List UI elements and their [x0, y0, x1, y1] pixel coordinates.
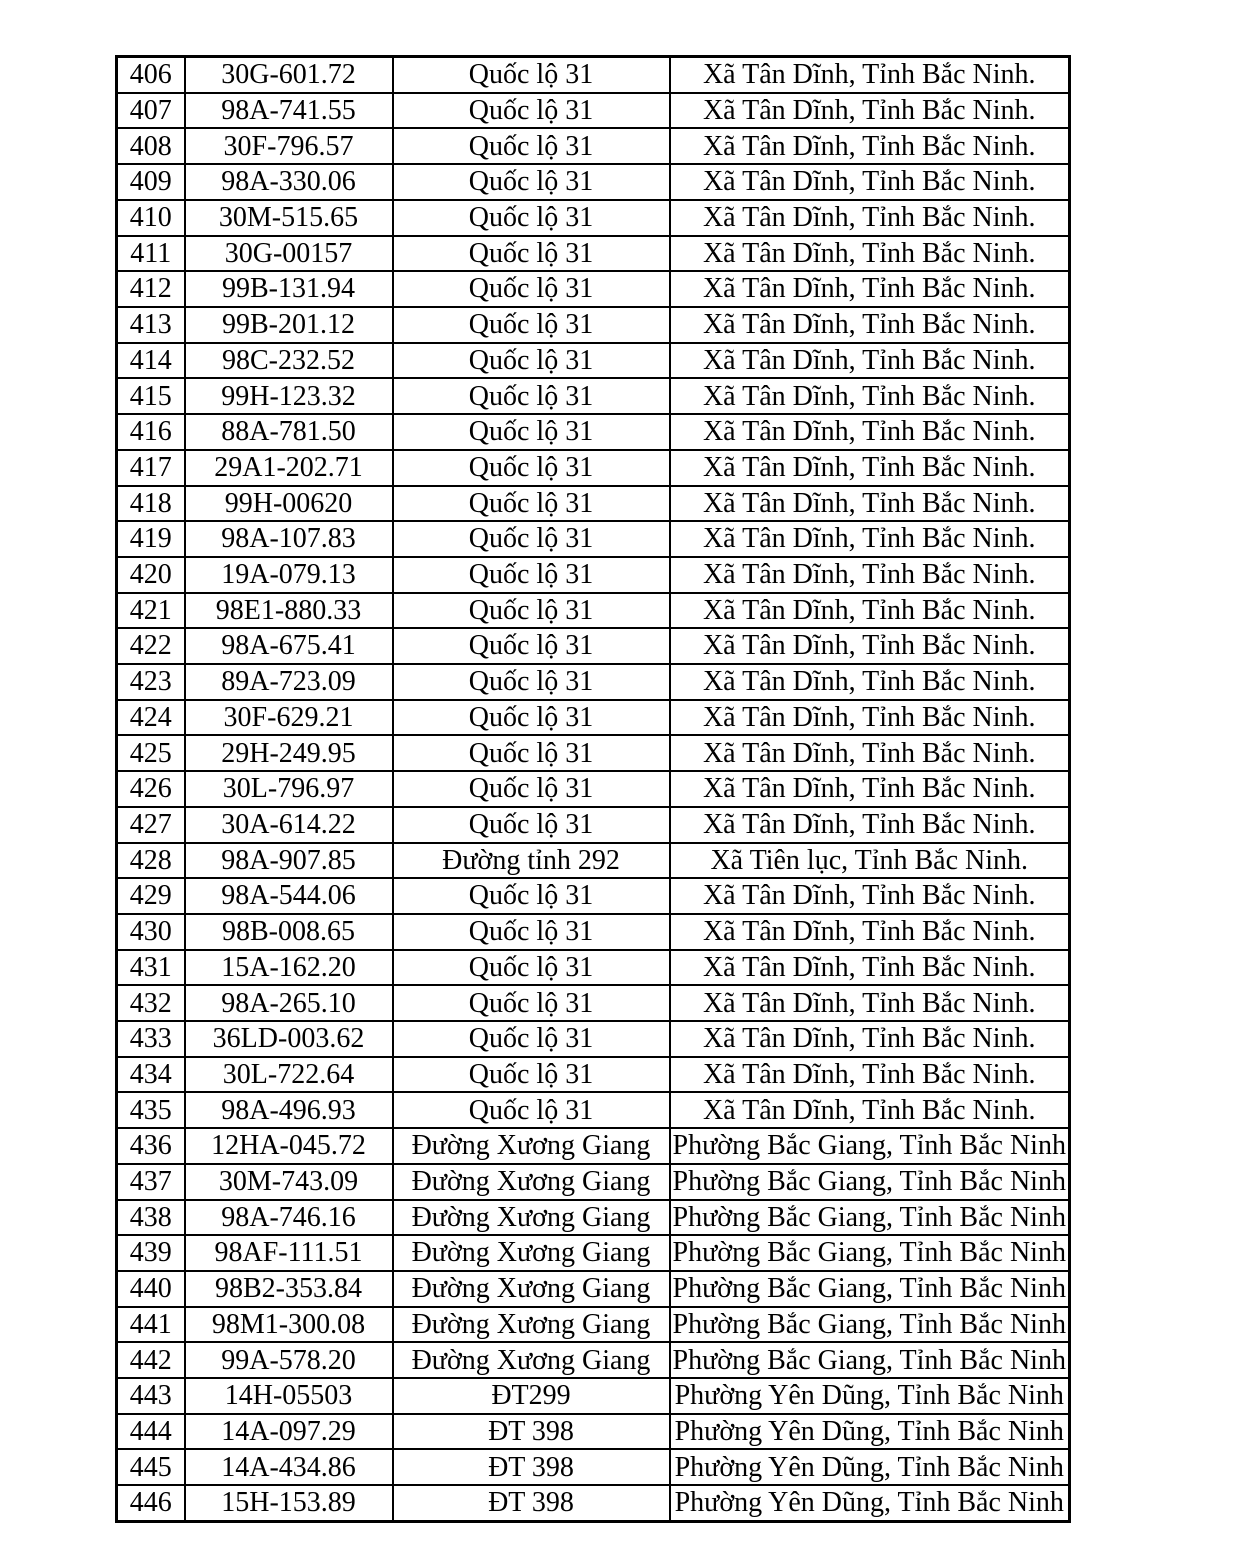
cell-location: Phường Bắc Giang, Tỉnh Bắc Ninh: [670, 1128, 1070, 1164]
table-row: [117, 1057, 1070, 1093]
cell-row-number: 408: [117, 128, 185, 164]
cell-location: Xã Tân Dĩnh, Tỉnh Bắc Ninh.: [670, 1057, 1070, 1093]
cell-road-name: Quốc lộ 31: [393, 128, 670, 164]
cell-road-name: Quốc lộ 31: [393, 1057, 670, 1093]
cell-location: Xã Tân Dĩnh, Tỉnh Bắc Ninh.: [670, 236, 1070, 272]
cell-license-plate: 30A-614.22: [185, 807, 393, 843]
cell-license-plate: 98A-675.41: [185, 628, 393, 664]
cell-license-plate: 30F-629.21: [185, 700, 393, 736]
cell-road-name: Quốc lộ 31: [393, 950, 670, 986]
table-row: [117, 307, 1070, 343]
cell-row-number: 431: [117, 950, 185, 986]
cell-location: Xã Tân Dĩnh, Tỉnh Bắc Ninh.: [670, 414, 1070, 450]
cell-row-number: 411: [117, 236, 185, 272]
cell-row-number: 444: [117, 1414, 185, 1450]
table-row: [117, 843, 1070, 879]
cell-license-plate: 99H-00620: [185, 486, 393, 522]
table-row: [117, 735, 1070, 771]
cell-row-number: 409: [117, 164, 185, 200]
cell-road-name: Quốc lộ 31: [393, 521, 670, 557]
cell-row-number: 430: [117, 914, 185, 950]
cell-road-name: Quốc lộ 31: [393, 914, 670, 950]
table-row: [117, 807, 1070, 843]
cell-license-plate: 36LD-003.62: [185, 1021, 393, 1057]
cell-license-plate: 99B-131.94: [185, 271, 393, 307]
cell-location: Xã Tân Dĩnh, Tỉnh Bắc Ninh.: [670, 343, 1070, 379]
cell-row-number: 435: [117, 1092, 185, 1128]
cell-location: Phường Bắc Giang, Tỉnh Bắc Ninh: [670, 1271, 1070, 1307]
cell-license-plate: 30G-00157: [185, 236, 393, 272]
cell-location: Phường Yên Dũng, Tỉnh Bắc Ninh: [670, 1378, 1070, 1414]
cell-row-number: 440: [117, 1271, 185, 1307]
cell-location: Xã Tân Dĩnh, Tỉnh Bắc Ninh.: [670, 128, 1070, 164]
table-row: [117, 1449, 1070, 1485]
cell-row-number: 410: [117, 200, 185, 236]
table-row: [117, 343, 1070, 379]
cell-road-name: Quốc lộ 31: [393, 236, 670, 272]
cell-road-name: ĐT 398: [393, 1449, 670, 1485]
cell-row-number: 436: [117, 1128, 185, 1164]
table-row: [117, 1485, 1070, 1521]
cell-license-plate: 99H-123.32: [185, 378, 393, 414]
cell-license-plate: 98A-544.06: [185, 878, 393, 914]
cell-road-name: Đường Xương Giang: [393, 1307, 670, 1343]
cell-license-plate: 30L-796.97: [185, 771, 393, 807]
table-row: [117, 378, 1070, 414]
cell-row-number: 445: [117, 1449, 185, 1485]
cell-license-plate: 14A-097.29: [185, 1414, 393, 1450]
cell-row-number: 432: [117, 985, 185, 1021]
cell-license-plate: 30L-722.64: [185, 1057, 393, 1093]
cell-license-plate: 98A-330.06: [185, 164, 393, 200]
cell-road-name: Quốc lộ 31: [393, 93, 670, 129]
cell-row-number: 442: [117, 1342, 185, 1378]
cell-road-name: Đường Xương Giang: [393, 1235, 670, 1271]
cell-license-plate: 98A-746.16: [185, 1200, 393, 1236]
cell-license-plate: 98AF-111.51: [185, 1235, 393, 1271]
cell-road-name: Quốc lộ 31: [393, 450, 670, 486]
cell-row-number: 413: [117, 307, 185, 343]
cell-row-number: 418: [117, 486, 185, 522]
cell-row-number: 437: [117, 1164, 185, 1200]
cell-license-plate: 98A-496.93: [185, 1092, 393, 1128]
table-row: [117, 164, 1070, 200]
cell-license-plate: 98A-107.83: [185, 521, 393, 557]
cell-location: Xã Tân Dĩnh, Tỉnh Bắc Ninh.: [670, 985, 1070, 1021]
cell-license-plate: 30M-515.65: [185, 200, 393, 236]
cell-license-plate: 98C-232.52: [185, 343, 393, 379]
cell-location: Phường Bắc Giang, Tỉnh Bắc Ninh: [670, 1200, 1070, 1236]
table-row: [117, 1307, 1070, 1343]
cell-location: Xã Tân Dĩnh, Tỉnh Bắc Ninh.: [670, 557, 1070, 593]
cell-location: Xã Tiên lục, Tỉnh Bắc Ninh.: [670, 843, 1070, 879]
table-row: [117, 557, 1070, 593]
table-row: [117, 93, 1070, 129]
table-row: [117, 593, 1070, 629]
cell-location: Xã Tân Dĩnh, Tỉnh Bắc Ninh.: [670, 593, 1070, 629]
cell-road-name: Quốc lộ 31: [393, 486, 670, 522]
cell-location: Xã Tân Dĩnh, Tỉnh Bắc Ninh.: [670, 1092, 1070, 1128]
cell-location: Xã Tân Dĩnh, Tỉnh Bắc Ninh.: [670, 950, 1070, 986]
cell-license-plate: 29H-249.95: [185, 735, 393, 771]
cell-road-name: Quốc lộ 31: [393, 878, 670, 914]
cell-road-name: Đường tỉnh 292: [393, 843, 670, 879]
table-row: [117, 271, 1070, 307]
cell-road-name: Đường Xương Giang: [393, 1128, 670, 1164]
cell-location: Xã Tân Dĩnh, Tỉnh Bắc Ninh.: [670, 307, 1070, 343]
cell-license-plate: 98E1-880.33: [185, 593, 393, 629]
cell-license-plate: 89A-723.09: [185, 664, 393, 700]
cell-location: Xã Tân Dĩnh, Tỉnh Bắc Ninh.: [670, 628, 1070, 664]
cell-location: Phường Bắc Giang, Tỉnh Bắc Ninh: [670, 1164, 1070, 1200]
cell-location: Xã Tân Dĩnh, Tỉnh Bắc Ninh.: [670, 664, 1070, 700]
table-row: [117, 486, 1070, 522]
table-row: [117, 414, 1070, 450]
cell-row-number: 429: [117, 878, 185, 914]
cell-road-name: Quốc lộ 31: [393, 378, 670, 414]
cell-license-plate: 98B2-353.84: [185, 1271, 393, 1307]
cell-license-plate: 98A-741.55: [185, 93, 393, 129]
cell-road-name: Quốc lộ 31: [393, 271, 670, 307]
table-row: [117, 700, 1070, 736]
table-row: [117, 1342, 1070, 1378]
cell-road-name: Quốc lộ 31: [393, 735, 670, 771]
cell-row-number: 428: [117, 843, 185, 879]
cell-location: Xã Tân Dĩnh, Tỉnh Bắc Ninh.: [670, 914, 1070, 950]
cell-license-plate: 15H-153.89: [185, 1485, 393, 1521]
cell-location: Phường Yên Dũng, Tỉnh Bắc Ninh: [670, 1485, 1070, 1521]
cell-row-number: 421: [117, 593, 185, 629]
cell-location: Xã Tân Dĩnh, Tỉnh Bắc Ninh.: [670, 521, 1070, 557]
cell-row-number: 423: [117, 664, 185, 700]
table-row: [117, 1271, 1070, 1307]
cell-license-plate: 12HA-045.72: [185, 1128, 393, 1164]
cell-license-plate: 30M-743.09: [185, 1164, 393, 1200]
cell-road-name: Quốc lộ 31: [393, 700, 670, 736]
cell-road-name: Quốc lộ 31: [393, 1021, 670, 1057]
cell-road-name: Đường Xương Giang: [393, 1271, 670, 1307]
cell-row-number: 439: [117, 1235, 185, 1271]
cell-row-number: 427: [117, 807, 185, 843]
cell-row-number: 417: [117, 450, 185, 486]
table-row: [117, 236, 1070, 272]
cell-road-name: ĐT 398: [393, 1485, 670, 1521]
cell-row-number: 420: [117, 557, 185, 593]
cell-license-plate: 88A-781.50: [185, 414, 393, 450]
cell-road-name: ĐT 398: [393, 1414, 670, 1450]
cell-row-number: 422: [117, 628, 185, 664]
cell-license-plate: 98M1-300.08: [185, 1307, 393, 1343]
table-row: [117, 1128, 1070, 1164]
cell-location: Phường Yên Dũng, Tỉnh Bắc Ninh: [670, 1414, 1070, 1450]
cell-row-number: 446: [117, 1485, 185, 1521]
cell-license-plate: 98B-008.65: [185, 914, 393, 950]
cell-row-number: 419: [117, 521, 185, 557]
table-row: [117, 450, 1070, 486]
vehicle-plate-table-body: [117, 57, 1070, 1522]
table-row: [117, 664, 1070, 700]
cell-location: Phường Bắc Giang, Tỉnh Bắc Ninh: [670, 1342, 1070, 1378]
table-row: [117, 521, 1070, 557]
cell-row-number: 441: [117, 1307, 185, 1343]
table-row: [117, 1092, 1070, 1128]
cell-location: Xã Tân Dĩnh, Tỉnh Bắc Ninh.: [670, 200, 1070, 236]
cell-row-number: 424: [117, 700, 185, 736]
table-row: [117, 128, 1070, 164]
cell-location: Xã Tân Dĩnh, Tỉnh Bắc Ninh.: [670, 486, 1070, 522]
table-row: [117, 628, 1070, 664]
cell-road-name: ĐT299: [393, 1378, 670, 1414]
cell-road-name: Quốc lộ 31: [393, 593, 670, 629]
cell-license-plate: 98A-265.10: [185, 985, 393, 1021]
table-row: [117, 950, 1070, 986]
cell-license-plate: 14H-05503: [185, 1378, 393, 1414]
cell-license-plate: 15A-162.20: [185, 950, 393, 986]
table-row: [117, 878, 1070, 914]
cell-location: Xã Tân Dĩnh, Tỉnh Bắc Ninh.: [670, 878, 1070, 914]
cell-road-name: Quốc lộ 31: [393, 985, 670, 1021]
table-row: [117, 985, 1070, 1021]
cell-road-name: Quốc lộ 31: [393, 343, 670, 379]
cell-road-name: Đường Xương Giang: [393, 1342, 670, 1378]
cell-location: Xã Tân Dĩnh, Tỉnh Bắc Ninh.: [670, 807, 1070, 843]
cell-location: Xã Tân Dĩnh, Tỉnh Bắc Ninh.: [670, 735, 1070, 771]
cell-license-plate: 14A-434.86: [185, 1449, 393, 1485]
cell-location: Xã Tân Dĩnh, Tỉnh Bắc Ninh.: [670, 164, 1070, 200]
cell-road-name: Đường Xương Giang: [393, 1200, 670, 1236]
vehicle-plate-table: [115, 55, 1071, 1523]
cell-location: Xã Tân Dĩnh, Tỉnh Bắc Ninh.: [670, 450, 1070, 486]
cell-road-name: Đường Xương Giang: [393, 1164, 670, 1200]
cell-row-number: 434: [117, 1057, 185, 1093]
cell-location: Xã Tân Dĩnh, Tỉnh Bắc Ninh.: [670, 57, 1070, 93]
cell-license-plate: 30G-601.72: [185, 57, 393, 93]
table-row: [117, 914, 1070, 950]
cell-license-plate: 99A-578.20: [185, 1342, 393, 1378]
cell-row-number: 416: [117, 414, 185, 450]
cell-road-name: Quốc lộ 31: [393, 200, 670, 236]
table-row: [117, 1164, 1070, 1200]
table-row: [117, 771, 1070, 807]
cell-road-name: Quốc lộ 31: [393, 164, 670, 200]
cell-location: Xã Tân Dĩnh, Tỉnh Bắc Ninh.: [670, 378, 1070, 414]
cell-road-name: Quốc lộ 31: [393, 1092, 670, 1128]
cell-row-number: 443: [117, 1378, 185, 1414]
cell-road-name: Quốc lộ 31: [393, 771, 670, 807]
cell-row-number: 406: [117, 57, 185, 93]
cell-road-name: Quốc lộ 31: [393, 57, 670, 93]
cell-road-name: Quốc lộ 31: [393, 414, 670, 450]
cell-row-number: 414: [117, 343, 185, 379]
cell-row-number: 426: [117, 771, 185, 807]
cell-road-name: Quốc lộ 31: [393, 807, 670, 843]
table-row: [117, 200, 1070, 236]
cell-road-name: Quốc lộ 31: [393, 557, 670, 593]
cell-road-name: Quốc lộ 31: [393, 664, 670, 700]
table-row: [117, 1200, 1070, 1236]
cell-row-number: 433: [117, 1021, 185, 1057]
cell-license-plate: 29A1-202.71: [185, 450, 393, 486]
cell-license-plate: 98A-907.85: [185, 843, 393, 879]
cell-row-number: 407: [117, 93, 185, 129]
cell-row-number: 412: [117, 271, 185, 307]
cell-location: Xã Tân Dĩnh, Tỉnh Bắc Ninh.: [670, 700, 1070, 736]
cell-license-plate: 30F-796.57: [185, 128, 393, 164]
cell-road-name: Quốc lộ 31: [393, 628, 670, 664]
cell-license-plate: 99B-201.12: [185, 307, 393, 343]
cell-location: Xã Tân Dĩnh, Tỉnh Bắc Ninh.: [670, 771, 1070, 807]
cell-road-name: Quốc lộ 31: [393, 307, 670, 343]
cell-location: Phường Bắc Giang, Tỉnh Bắc Ninh: [670, 1235, 1070, 1271]
table-row: [117, 1021, 1070, 1057]
table-row: [117, 1378, 1070, 1414]
cell-row-number: 415: [117, 378, 185, 414]
cell-row-number: 425: [117, 735, 185, 771]
cell-location: Xã Tân Dĩnh, Tỉnh Bắc Ninh.: [670, 1021, 1070, 1057]
table-row: [117, 1235, 1070, 1271]
table-row: [117, 1414, 1070, 1450]
table-row: [117, 57, 1070, 93]
cell-row-number: 438: [117, 1200, 185, 1236]
cell-location: Phường Bắc Giang, Tỉnh Bắc Ninh: [670, 1307, 1070, 1343]
cell-location: Phường Yên Dũng, Tỉnh Bắc Ninh: [670, 1449, 1070, 1485]
cell-location: Xã Tân Dĩnh, Tỉnh Bắc Ninh.: [670, 271, 1070, 307]
cell-license-plate: 19A-079.13: [185, 557, 393, 593]
cell-location: Xã Tân Dĩnh, Tỉnh Bắc Ninh.: [670, 93, 1070, 129]
